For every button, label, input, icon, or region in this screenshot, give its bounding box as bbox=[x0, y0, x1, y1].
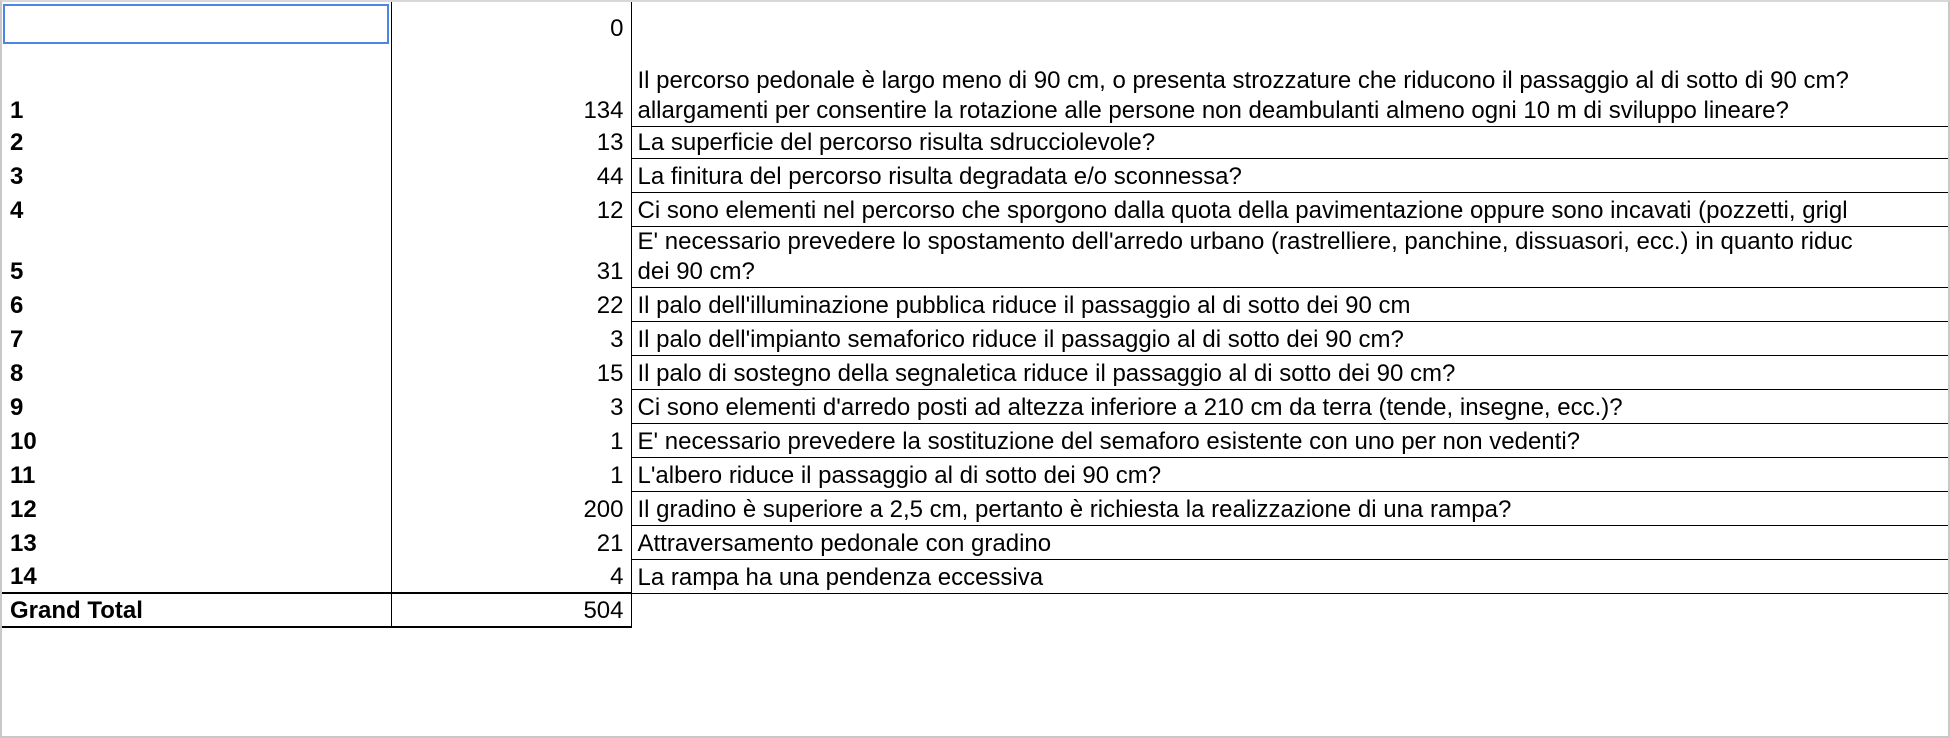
table-row bbox=[2, 355, 1948, 389]
row-number-cell[interactable]: 1 bbox=[2, 44, 391, 126]
row-number-cell[interactable]: 13 bbox=[2, 525, 391, 559]
row-number-cell[interactable]: 3 bbox=[2, 158, 391, 192]
description-cell[interactable] bbox=[631, 126, 1948, 158]
count-cell[interactable]: 15 bbox=[391, 355, 631, 389]
description-line: E' necessario prevedere lo spostamento dell'arredo urbano (rastrelliere, panchine, dissuasori, ecc.) in quanto riduc bbox=[637, 227, 1853, 255]
table-row bbox=[2, 423, 1948, 457]
description-cell[interactable] bbox=[631, 457, 1948, 491]
description-line: Il palo dell'impianto semaforico riduce il passaggio al di sotto dei 90 cm? bbox=[637, 325, 1404, 353]
table-row bbox=[2, 525, 1948, 559]
description-cell[interactable] bbox=[631, 287, 1948, 321]
description-cell[interactable] bbox=[631, 44, 1948, 126]
description-line: Ci sono elementi nel percorso che sporgono dalla quota della pavimentazione oppure sono incavati (pozzetti, grigl bbox=[637, 196, 1848, 224]
count-cell[interactable]: 1 bbox=[391, 457, 631, 491]
count-cell[interactable]: 22 bbox=[391, 287, 631, 321]
row-number-cell[interactable]: 2 bbox=[2, 126, 391, 158]
description-cell[interactable] bbox=[631, 559, 1948, 593]
description-cell[interactable] bbox=[631, 491, 1948, 525]
description-cell[interactable] bbox=[631, 423, 1948, 457]
description-cell[interactable] bbox=[631, 525, 1948, 559]
header-cell-c[interactable] bbox=[631, 2, 1948, 44]
description-cell[interactable] bbox=[631, 226, 1948, 287]
count-cell[interactable]: 200 bbox=[391, 491, 631, 525]
description-cell[interactable] bbox=[631, 192, 1948, 226]
table-row bbox=[2, 226, 1948, 287]
description-line: Il palo dell'illuminazione pubblica riduce il passaggio al di sotto dei 90 cm bbox=[637, 291, 1411, 319]
row-number-cell[interactable]: 6 bbox=[2, 287, 391, 321]
table-row bbox=[2, 44, 1948, 126]
table-row bbox=[2, 457, 1948, 491]
description-line: Il percorso pedonale è largo meno di 90 cm, o presenta strozzature che riducono il passaggio al di sotto di 90 cm? bbox=[637, 66, 1849, 94]
count-cell[interactable]: 3 bbox=[391, 321, 631, 355]
description-line: Ci sono elementi d'arredo posti ad altezza inferiore a 210 cm da terra (tende, insegne, ecc.)? bbox=[637, 393, 1623, 421]
table-row bbox=[2, 126, 1948, 158]
count-cell[interactable]: 31 bbox=[391, 226, 631, 287]
selected-cell-outline[interactable] bbox=[3, 4, 389, 44]
table-row bbox=[2, 491, 1948, 525]
grand-total-value[interactable]: 504 bbox=[391, 593, 631, 627]
count-cell[interactable]: 44 bbox=[391, 158, 631, 192]
grand-total-empty-cell[interactable] bbox=[631, 593, 1948, 627]
count-cell[interactable]: 134 bbox=[391, 44, 631, 126]
header-cell-b[interactable]: 0 bbox=[391, 2, 631, 44]
count-cell[interactable]: 21 bbox=[391, 525, 631, 559]
description-line: La finitura del percorso risulta degradata e/o sconnessa? bbox=[637, 162, 1242, 190]
row-number-cell[interactable]: 11 bbox=[2, 457, 391, 491]
row-number-cell[interactable]: 7 bbox=[2, 321, 391, 355]
row-number-cell[interactable]: 9 bbox=[2, 389, 391, 423]
description-line: Il gradino è superiore a 2,5 cm, pertanto è richiesta la realizzazione di una rampa? bbox=[637, 495, 1512, 523]
description-line: Il palo di sostegno della segnaletica riduce il passaggio al di sotto dei 90 cm? bbox=[637, 359, 1456, 387]
description-line: allargamenti per consentire la rotazione alle persone non deambulanti almeno ogni 10 m di sviluppo lineare? bbox=[637, 96, 1789, 124]
row-number-cell[interactable]: 14 bbox=[2, 559, 391, 593]
description-cell[interactable] bbox=[631, 355, 1948, 389]
description-line: Attraversamento pedonale con gradino bbox=[637, 529, 1052, 557]
table-row bbox=[2, 321, 1948, 355]
row-number-cell[interactable]: 12 bbox=[2, 491, 391, 525]
table-row bbox=[2, 158, 1948, 192]
description-line: La rampa ha una pendenza eccessiva bbox=[637, 563, 1044, 591]
description-cell[interactable] bbox=[631, 321, 1948, 355]
table-row bbox=[2, 287, 1948, 321]
pivot-table bbox=[2, 2, 1948, 628]
description-line: E' necessario prevedere la sostituzione del semaforo esistente con uno per non vedenti? bbox=[637, 427, 1580, 455]
count-cell[interactable]: 12 bbox=[391, 192, 631, 226]
count-cell[interactable]: 4 bbox=[391, 559, 631, 593]
grand-total-label[interactable]: Grand Total bbox=[2, 593, 391, 627]
table-row bbox=[2, 389, 1948, 423]
description-cell[interactable] bbox=[631, 389, 1948, 423]
count-cell[interactable]: 1 bbox=[391, 423, 631, 457]
count-cell[interactable]: 13 bbox=[391, 126, 631, 158]
row-number-cell[interactable]: 4 bbox=[2, 192, 391, 226]
row-number-cell[interactable]: 5 bbox=[2, 226, 391, 287]
grand-total-row bbox=[2, 593, 1948, 627]
description-line: L'albero riduce il passaggio al di sotto dei 90 cm? bbox=[637, 461, 1162, 489]
table-row bbox=[2, 192, 1948, 226]
table-row bbox=[2, 559, 1948, 593]
row-number-cell[interactable]: 10 bbox=[2, 423, 391, 457]
description-cell[interactable] bbox=[631, 158, 1948, 192]
description-line: La superficie del percorso risulta sdrucciolevole? bbox=[637, 128, 1156, 156]
description-line: dei 90 cm? bbox=[637, 257, 755, 285]
count-cell[interactable]: 3 bbox=[391, 389, 631, 423]
row-number-cell[interactable]: 8 bbox=[2, 355, 391, 389]
